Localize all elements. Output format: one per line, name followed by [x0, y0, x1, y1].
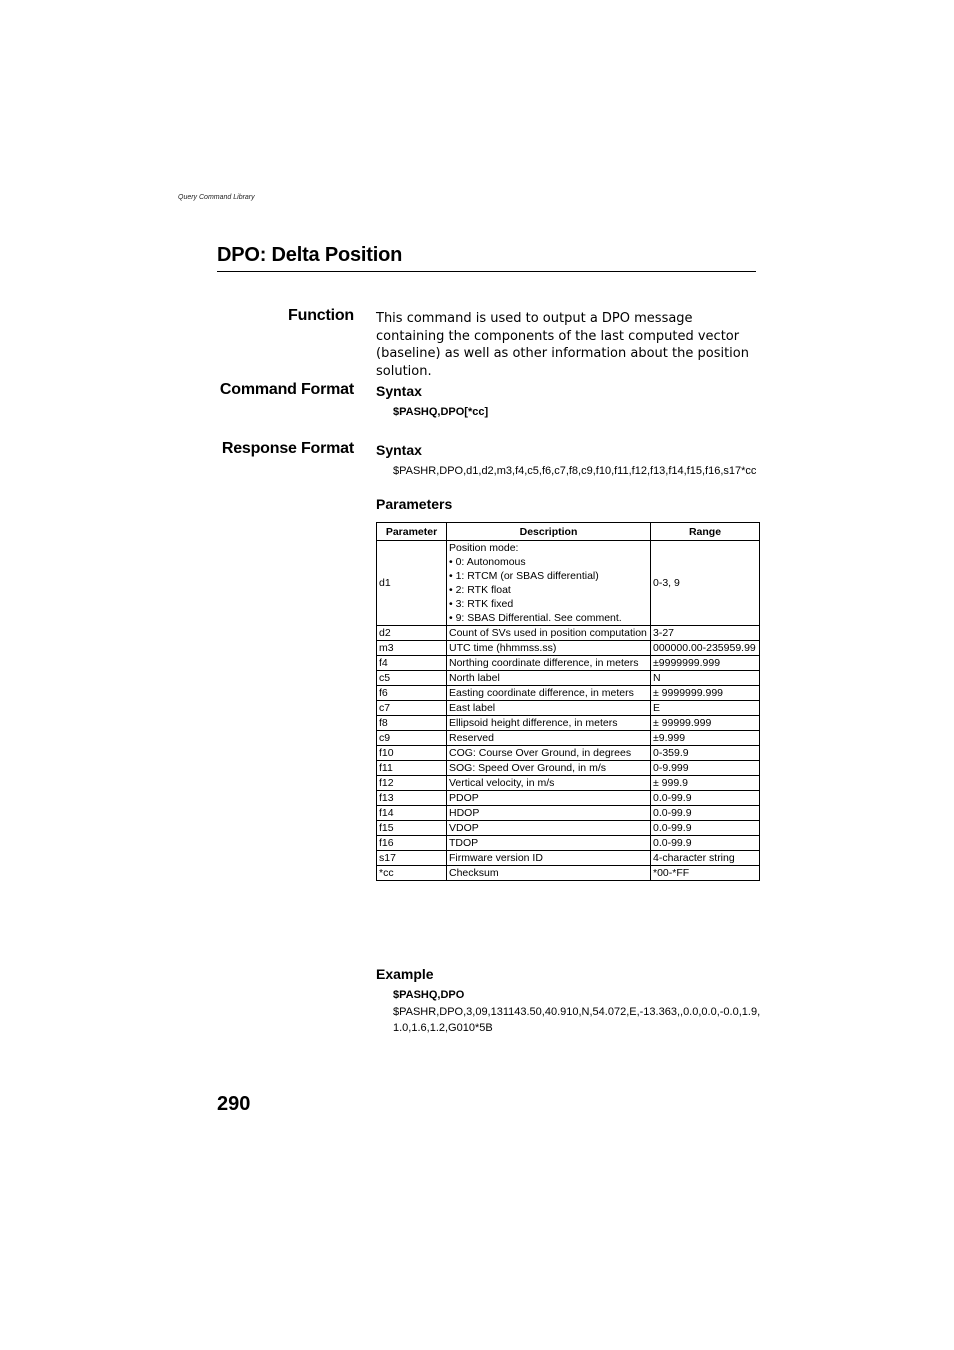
table-row [377, 761, 760, 776]
response-syntax: $PASHR,DPO,d1,d2,m3,f4,c5,f6,c7,f8,c9,f10,f11,f12,f13,f14,f15,f16,s17*cc [393, 465, 757, 477]
column-header: Range [651, 523, 760, 541]
param-cell: d1 [377, 541, 447, 626]
description-intro: Position mode: [449, 542, 519, 554]
description-cell: Count of SVs used in position computation [447, 626, 651, 641]
range-cell: 0-3, 9 [651, 541, 760, 626]
range-cell: ±9999999.999 [651, 656, 760, 671]
page-title: DPO: Delta Position [217, 244, 403, 266]
range-cell: 3-27 [651, 626, 760, 641]
bullet-item: • 2: RTK float [449, 584, 511, 596]
range-cell: E [651, 701, 760, 716]
response-syntax-label: Syntax [376, 442, 422, 458]
param-cell: f12 [377, 776, 447, 791]
function-heading: Function [288, 307, 354, 324]
table-row [377, 656, 760, 671]
table-row [377, 851, 760, 866]
table-row [377, 776, 760, 791]
description-cell: Reserved [447, 731, 651, 746]
param-cell: c7 [377, 701, 447, 716]
description-cell [447, 541, 651, 626]
bullet-item: • 0: Autonomous [449, 556, 526, 568]
param-cell: f6 [377, 686, 447, 701]
bullet-item: • 9: SBAS Differential. See comment. [449, 612, 622, 624]
table-row [377, 686, 760, 701]
parameters-table [376, 522, 760, 881]
description-cell: VDOP [447, 821, 651, 836]
column-header: Description [447, 523, 651, 541]
description-cell: Easting coordinate difference, in meters [447, 686, 651, 701]
running-header: Query Command Library [178, 194, 255, 201]
description-cell: SOG: Speed Over Ground, in m/s [447, 761, 651, 776]
param-cell: f11 [377, 761, 447, 776]
description-cell: Checksum [447, 866, 651, 881]
description-cell: HDOP [447, 806, 651, 821]
param-cell: *cc [377, 866, 447, 881]
description-cell: Firmware version ID [447, 851, 651, 866]
bullet-item: • 3: RTK fixed [449, 598, 514, 610]
table-row [377, 641, 760, 656]
command-syntax-label: Syntax [376, 383, 422, 399]
param-cell: f15 [377, 821, 447, 836]
range-cell: 0-9.999 [651, 761, 760, 776]
description-cell: Ellipsoid height difference, in meters [447, 716, 651, 731]
range-cell: 0.0-99.9 [651, 836, 760, 851]
example-response: $PASHR,DPO,3,09,131143.50,40.910,N,54.072,E,-13.363,,0.0,0.0,-0.0,1.9, 1.0,1.6,1.2,G010*5B [393, 1006, 761, 1034]
param-cell: c5 [377, 671, 447, 686]
param-cell: f14 [377, 806, 447, 821]
table-row [377, 716, 760, 731]
table-row [377, 791, 760, 806]
table-row [377, 821, 760, 836]
table-row [377, 626, 760, 641]
command-syntax: $PASHQ,DPO[*cc] [393, 406, 489, 418]
parameters-label: Parameters [376, 496, 453, 512]
column-header: Parameter [377, 523, 447, 541]
function-description: This command is used to output a DPO message containing the components of the last computed vector (baseline) as well as other information about the position solution. [376, 311, 749, 379]
param-cell: m3 [377, 641, 447, 656]
range-cell: *00-*FF [651, 866, 760, 881]
param-cell: f8 [377, 716, 447, 731]
table-row [377, 701, 760, 716]
example-query: $PASHQ,DPO [393, 989, 465, 1001]
command-format-heading: Command Format [219, 381, 354, 398]
description-cell: Northing coordinate difference, in meters [447, 656, 651, 671]
param-cell: d2 [377, 626, 447, 641]
param-cell: f4 [377, 656, 447, 671]
range-cell: 000000.00-235959.99 [651, 641, 760, 656]
description-cell: TDOP [447, 836, 651, 851]
range-cell: 0.0-99.9 [651, 821, 760, 836]
description-cell: Vertical velocity, in m/s [447, 776, 651, 791]
title-rule [217, 271, 756, 272]
table-row [377, 806, 760, 821]
range-cell: 0.0-99.9 [651, 791, 760, 806]
range-cell: ± 999.9 [651, 776, 760, 791]
param-cell: f16 [377, 836, 447, 851]
table-row [377, 836, 760, 851]
bullet-item: • 1: RTCM (or SBAS differential) [449, 570, 599, 582]
range-cell: N [651, 671, 760, 686]
param-cell: f10 [377, 746, 447, 761]
range-cell: ± 9999999.999 [651, 686, 760, 701]
table-row [377, 866, 760, 881]
page-number: 290 [217, 1093, 251, 1115]
range-cell: ± 99999.999 [651, 716, 760, 731]
table-row [377, 671, 760, 686]
example-label: Example [376, 966, 434, 982]
response-format-heading: Response Format [221, 440, 354, 457]
range-cell: ±9.999 [651, 731, 760, 746]
table-row [377, 731, 760, 746]
range-cell: 0.0-99.9 [651, 806, 760, 821]
range-cell: 4-character string [651, 851, 760, 866]
description-cell: COG: Course Over Ground, in degrees [447, 746, 651, 761]
range-cell: 0-359.9 [651, 746, 760, 761]
description-cell: East label [447, 701, 651, 716]
table-row [377, 746, 760, 761]
table-header-row [377, 523, 760, 541]
description-cell: UTC time (hhmmss.ss) [447, 641, 651, 656]
description-cell: PDOP [447, 791, 651, 806]
table-row [377, 541, 760, 626]
description-cell: North label [447, 671, 651, 686]
param-cell: f13 [377, 791, 447, 806]
param-cell: s17 [377, 851, 447, 866]
param-cell: c9 [377, 731, 447, 746]
